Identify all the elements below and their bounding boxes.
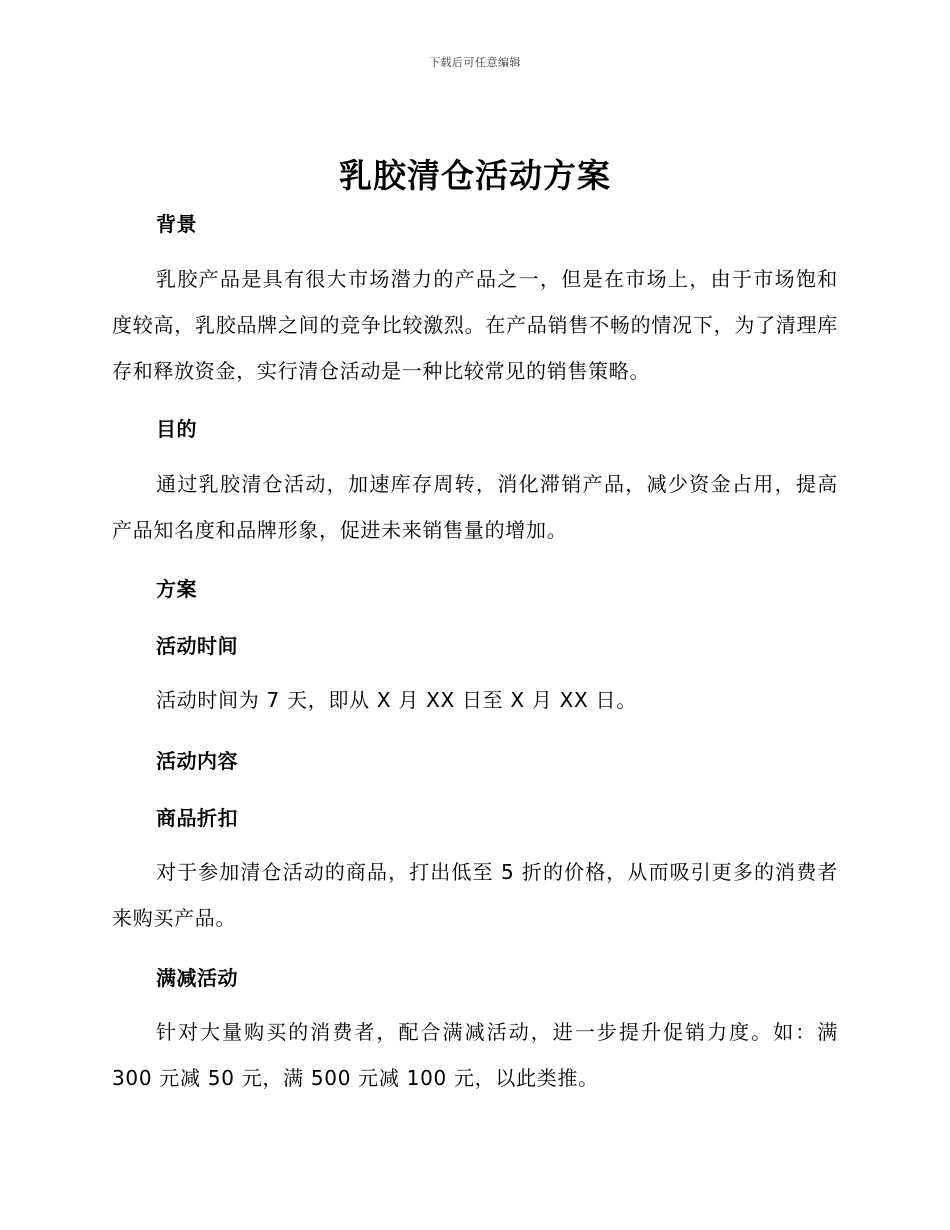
heading-background: 背景 bbox=[156, 212, 197, 236]
heading-plan: 方案 bbox=[156, 577, 197, 601]
paragraph-background: 乳胶产品是具有很大市场潜力的产品之一，但是在市场上，由于市场饱和度较高，乳胶品牌之间的竞争比较激烈。在产品销售不畅的情况下，为了清理库存和释放资金，实行清仓活动是一种比较常见的销售策略。 bbox=[112, 267, 838, 383]
document-title: 乳胶清仓活动方案 bbox=[339, 156, 611, 195]
heading-discount: 商品折扣 bbox=[156, 806, 238, 830]
paragraph-purpose: 通过乳胶清仓活动，加速库存周转，消化滞销产品，减少资金占用，提高产品知名度和品牌形象，促进未来销售量的增加。 bbox=[112, 472, 838, 542]
heading-activity-content: 活动内容 bbox=[156, 749, 238, 773]
heading-activity-time: 活动时间 bbox=[156, 634, 238, 658]
paragraph-discount: 对于参加清仓活动的商品，打出低至 5 折的价格，从而吸引更多的消费者来购买产品。 bbox=[112, 860, 838, 930]
paragraph-full-reduction: 针对大量购买的消费者，配合满减活动，进一步提升促销力度。如：满 300 元减 50 元，满 500 元减 100 元，以此类推。 bbox=[112, 1020, 838, 1090]
header-note: 下载后可任意编辑 bbox=[429, 56, 521, 69]
paragraph-activity-time: 活动时间为 7 天，即从 X 月 XX 日至 X 月 XX 日。 bbox=[156, 688, 637, 712]
heading-full-reduction: 满减活动 bbox=[156, 966, 238, 990]
heading-purpose: 目的 bbox=[156, 417, 197, 441]
